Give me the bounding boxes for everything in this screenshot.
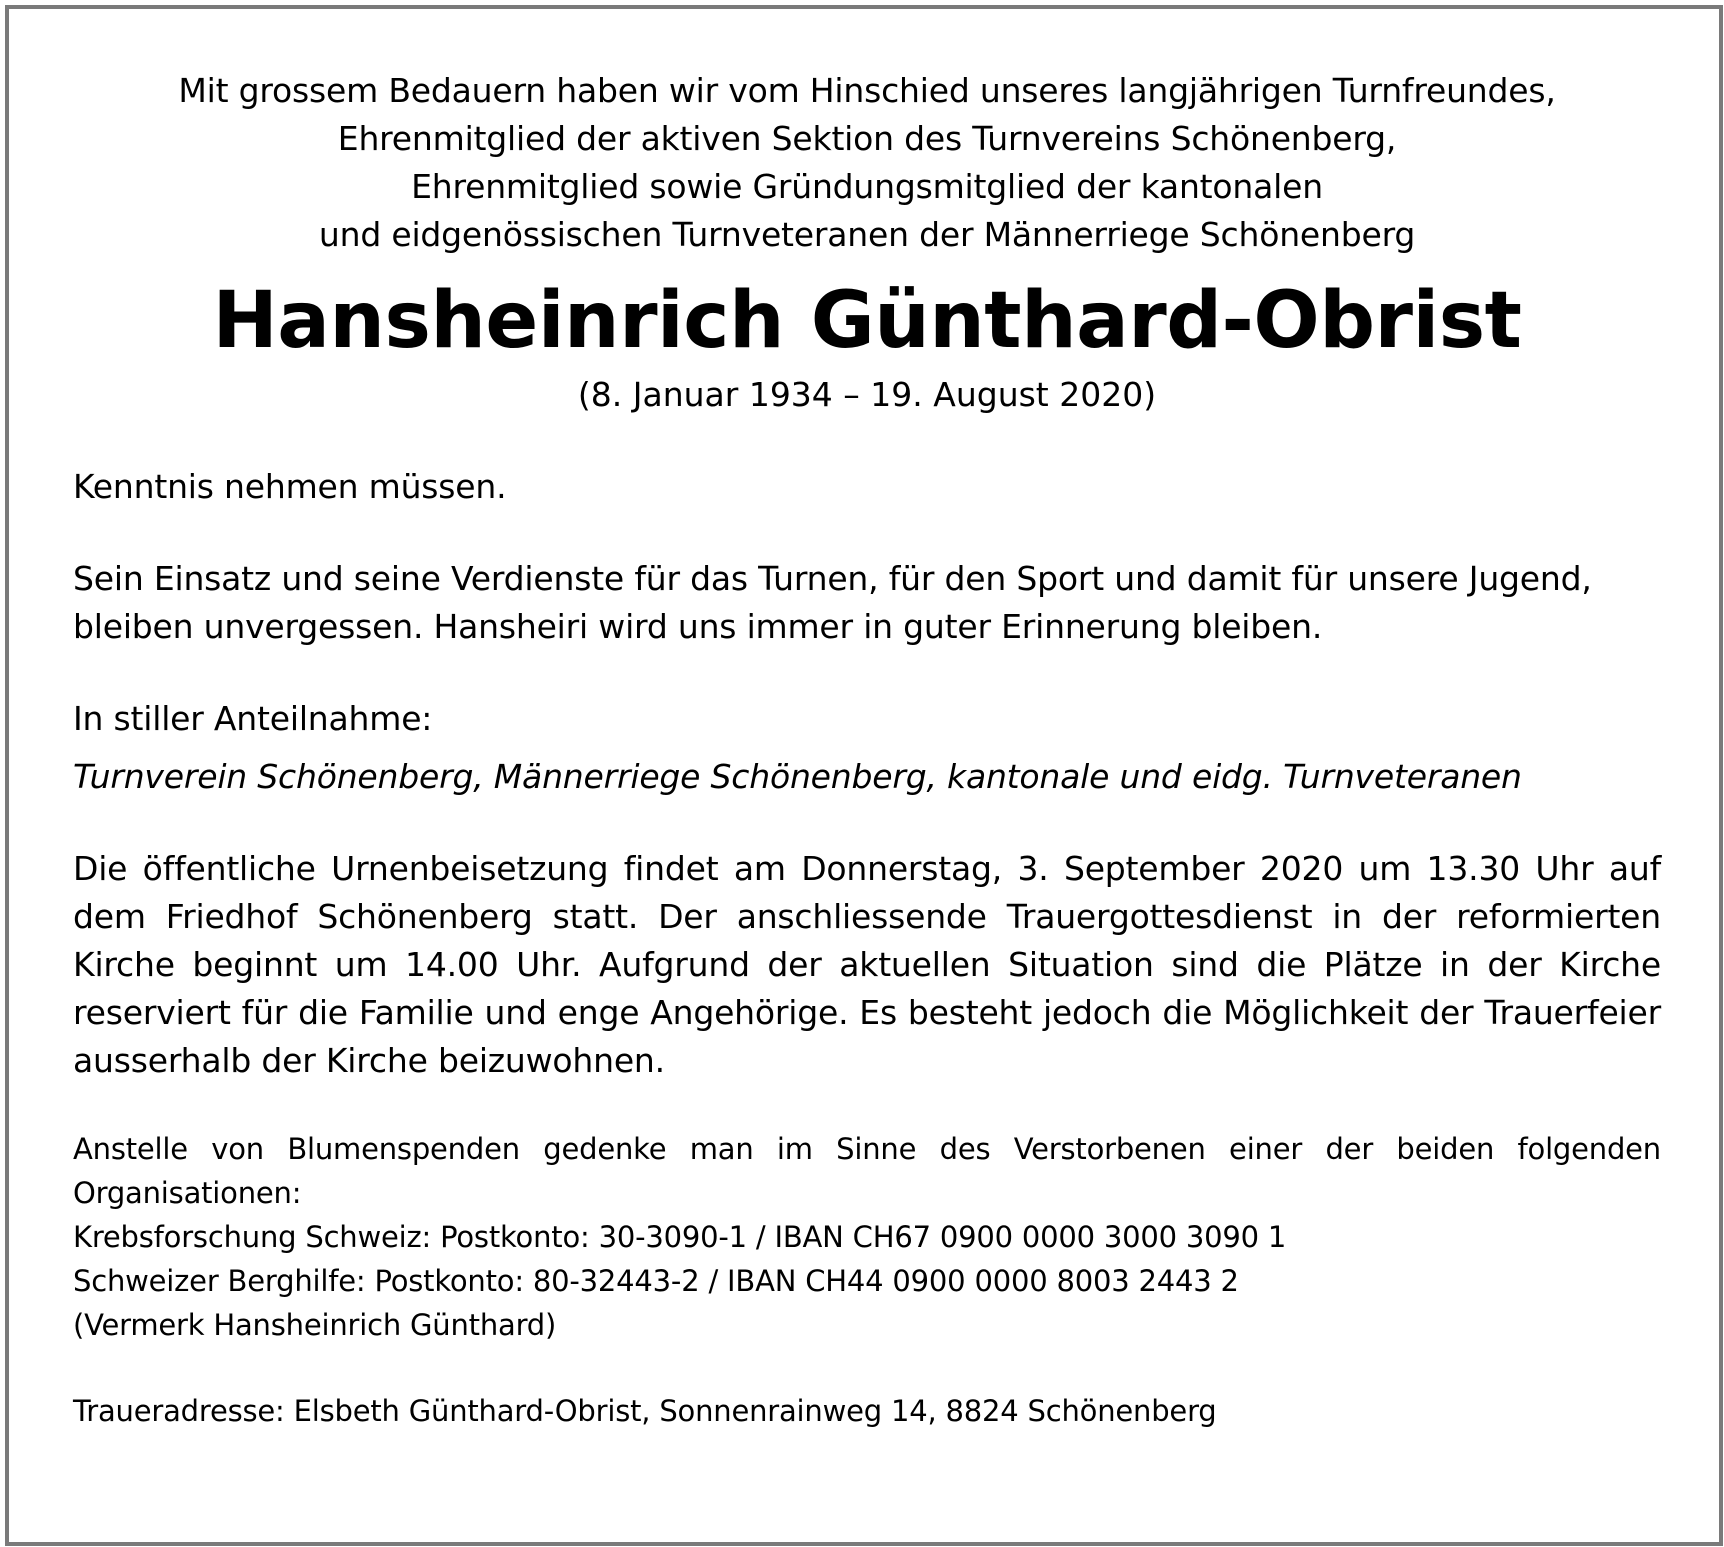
donations-section [73, 1127, 1661, 1347]
obituary-content [73, 9, 1661, 1433]
urnenbeisetzung-paragraph: Die öffentliche Urnenbeisetzung findet am Donnerstag, 3. September 2020 um 13.30 Uhr auf dem Friedhof Schönenberg statt. Der anschliessende Trauergottesdienst in der reformierten Kirche beginnt um 14.00 Uhr. Aufgrund der aktuellen Situation sind die Plätze in der Kirche reserviert für die Familie und enge Angehörige. Es besteht jedoch die Möglichkeit der Trauerfeier ausserhalb der Kirche beizuwohnen. [73, 849, 1661, 1080]
anteilnahme-label: In stiller Anteilnahme: [73, 699, 433, 738]
donation-krebsforschung: Krebsforschung Schweiz: Postkonto: 30-3090-1 / IBAN CH67 0900 0000 3000 3090 1 [73, 1220, 1287, 1254]
intro-line-4: und eidgenössischen Turnveteranen der Männerriege Schönenberg [318, 215, 1416, 254]
donation-vermerk: (Vermerk Hansheinrich Günthard) [73, 1308, 557, 1342]
life-dates: (8. Januar 1934 – 19. August 2020) [577, 375, 1157, 414]
donations-intro: Anstelle von Blumenspenden gedenke man im Sinne des Verstorbenen einer der beiden folgenden Organisationen: [73, 1132, 1661, 1210]
mourning-organisations: Turnverein Schönenberg, Männerriege Schönenberg, kantonale und eidg. Turnveteranen [73, 757, 1522, 796]
intro-line-3: Ehrenmitglied sowie Gründungsmitglied der kantonalen [411, 167, 1323, 206]
intro-line-1: Mit grossem Bedauern haben wir vom Hinschied unseres langjährigen Turnfreundes, [178, 71, 1556, 110]
intro-line-2: Ehrenmitglied der aktiven Sektion des Turnvereins Schönenberg, [337, 119, 1397, 158]
deceased-name: Hansheinrich Günthard-Obrist [212, 276, 1522, 366]
intro-text [73, 67, 1661, 259]
kenntnis-text: Kenntnis nehmen müssen. [73, 467, 507, 506]
einsatz-paragraph: Sein Einsatz und seine Verdienste für das Turnen, für den Sport und damit für unsere Jugend, bleiben unvergessen. Hansheiri wird uns immer in guter Erinnerung bleiben. [73, 559, 1592, 646]
mourning-address: Traueradresse: Elsbeth Günthard-Obrist, Sonnenrainweg 14, 8824 Schönenberg [73, 1394, 1217, 1428]
obituary-frame [5, 5, 1723, 1546]
donation-berghilfe: Schweizer Berghilfe: Postkonto: 80-32443-2 / IBAN CH44 0900 0000 8003 2443 2 [73, 1264, 1239, 1298]
